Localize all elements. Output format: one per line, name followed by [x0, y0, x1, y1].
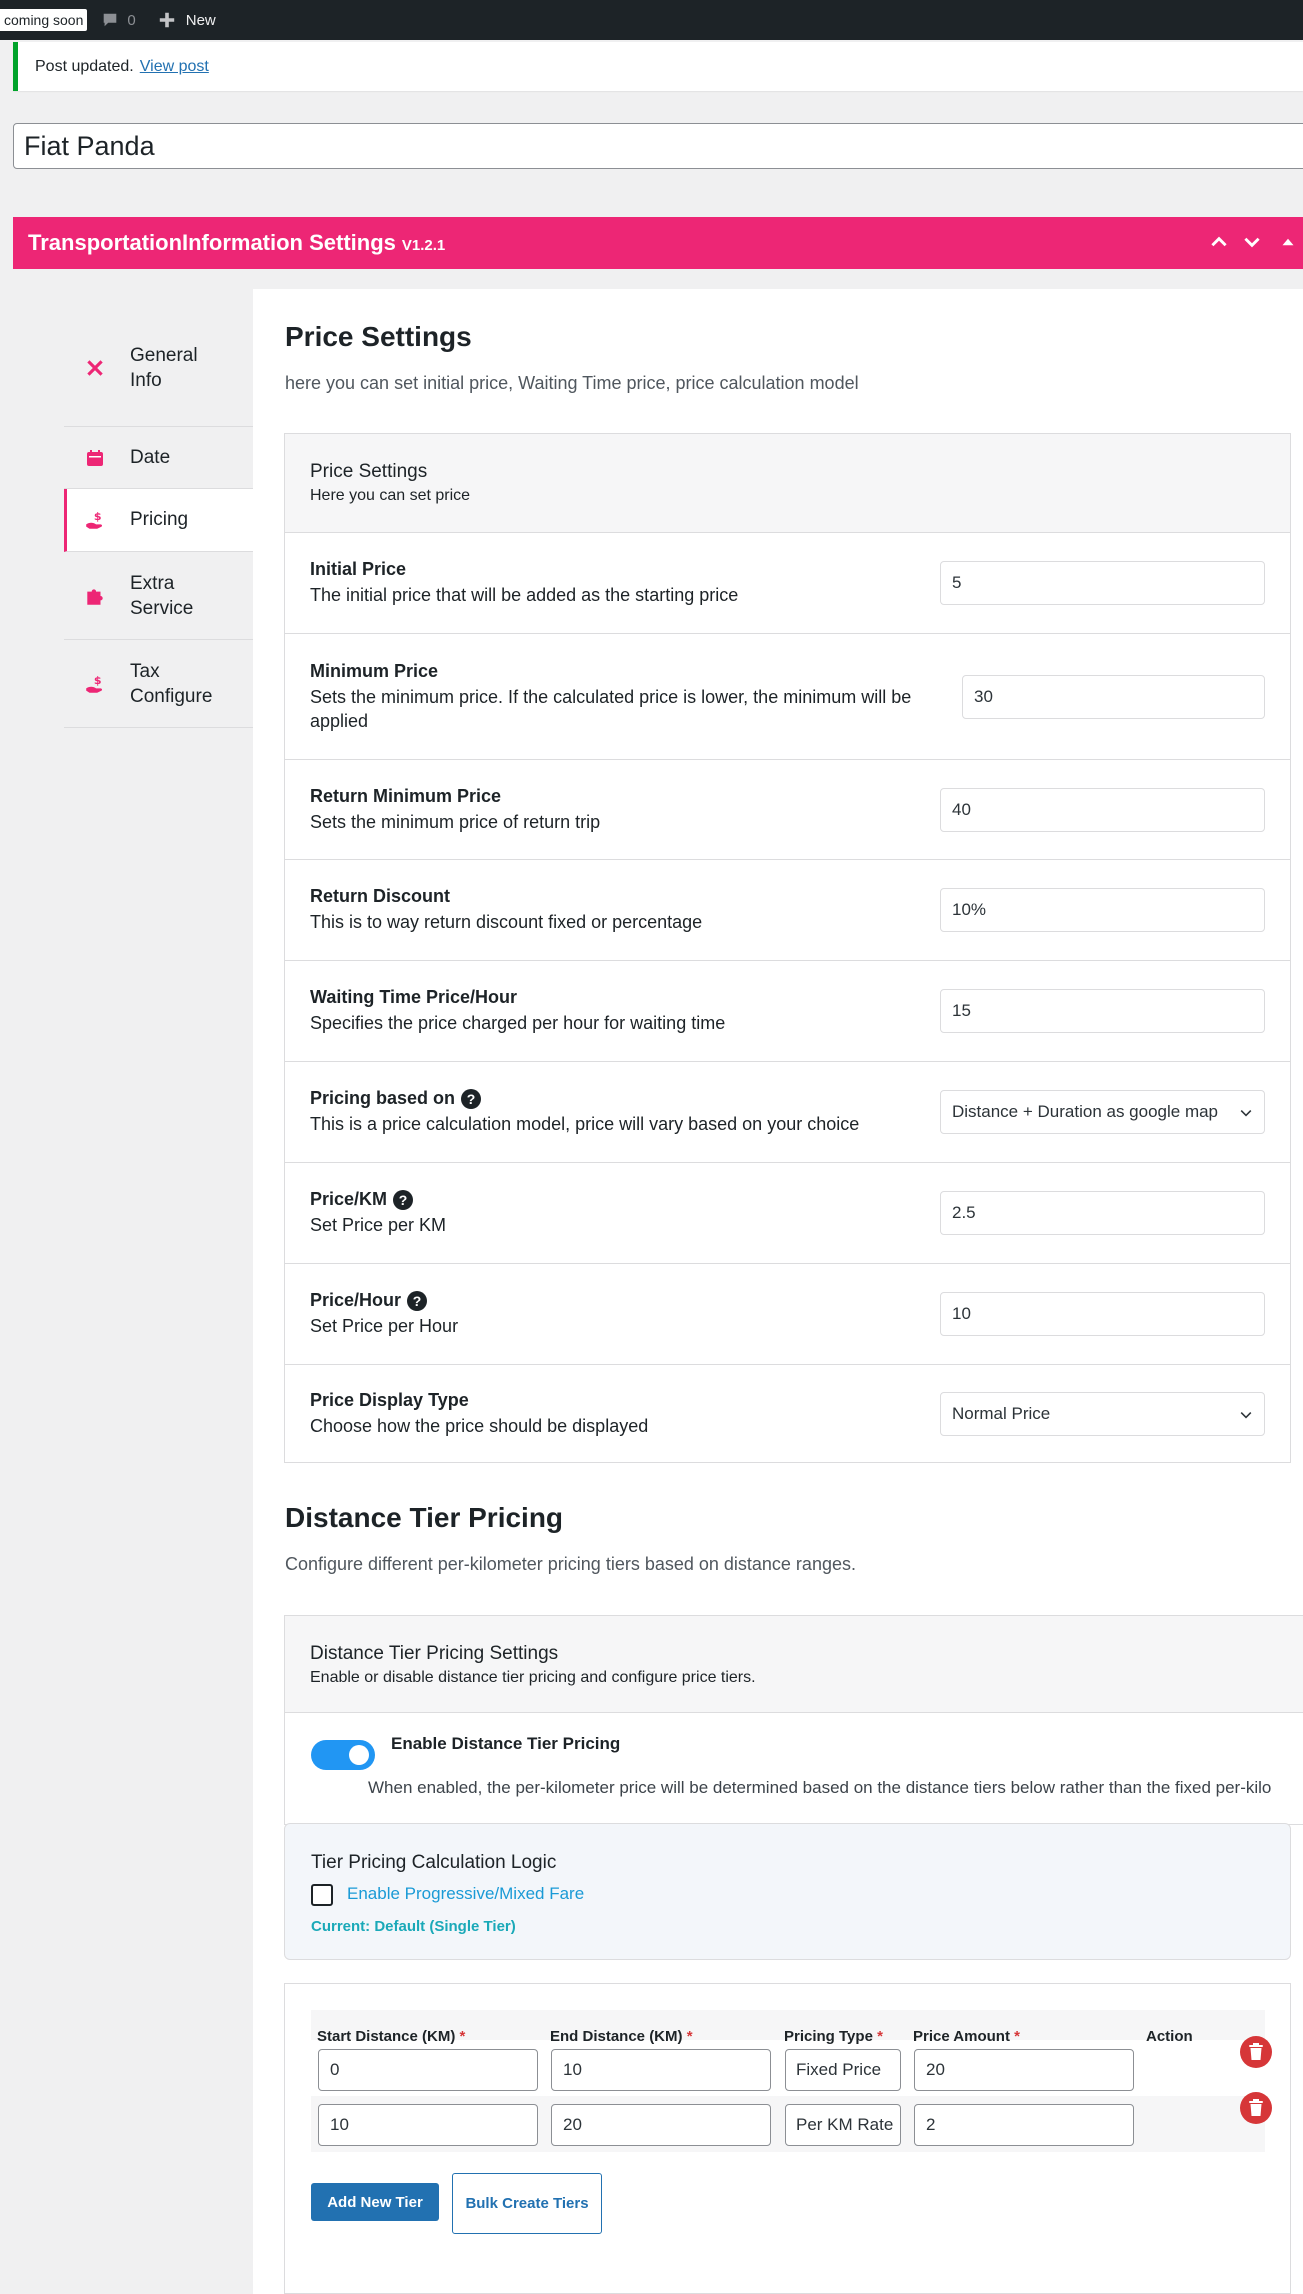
view-post-link[interactable]: View post: [139, 57, 209, 75]
svg-text:$: $: [93, 510, 102, 523]
sidebar-item-extra-service[interactable]: [64, 552, 253, 640]
tier-table-box: [284, 1983, 1291, 2294]
row-description: Choose how the price should be displayed: [310, 1416, 649, 1436]
metabox-version: V1.2.1: [401, 236, 446, 254]
pricing-based-on-row: [285, 1062, 1290, 1163]
help-icon[interactable]: ?: [407, 1291, 427, 1311]
row-label-text: Price/Hour: [310, 1290, 402, 1310]
selected-value: Distance + Duration as google map: [952, 1102, 1219, 1121]
distance-tier-heading: Distance Tier Pricing: [285, 1502, 564, 1533]
start-distance-input[interactable]: 10: [318, 2104, 538, 2146]
col-label: Price Amount: [913, 2028, 1010, 2045]
admin-bar: [0, 0, 1303, 40]
hand-dollar-icon: [82, 671, 108, 697]
logic-title: Tier Pricing Calculation Logic: [311, 1852, 557, 1873]
row-label: Price Display Type: [310, 1390, 469, 1410]
row-description: Set Price per Hour: [310, 1316, 459, 1336]
price-per-km-input[interactable]: 2.5: [940, 1191, 1265, 1235]
selected-value: Fixed Price: [796, 2060, 882, 2079]
row-description: The initial price that will be added as the starting price: [310, 585, 739, 605]
distance-tier-panel: [284, 1615, 1303, 1825]
distance-tier-panel-header: [285, 1616, 1303, 1713]
sidebar-item-label: Tax Configure: [130, 660, 213, 707]
col-pricing-type: Pricing Type *: [784, 2028, 883, 2045]
toggle-help-text: When enabled, the per-kilometer price will be determined based on the distance tiers below rather than the fixed per-kilo: [368, 1778, 1272, 1797]
row-label-text: Pricing based on: [310, 1088, 456, 1108]
puzzle-icon: [82, 583, 108, 609]
hand-dollar-icon: [82, 507, 108, 533]
col-price-amount: Price Amount *: [913, 2028, 1020, 2045]
panel-subtitle: Enable or disable distance tier pricing and configure price tiers.: [310, 1669, 756, 1686]
price-per-hour-input[interactable]: 10: [940, 1292, 1265, 1336]
row-label-text: Price/KM: [310, 1189, 388, 1209]
panel-subtitle: Here you can set price: [310, 487, 471, 504]
coming-soon-badge[interactable]: coming soon: [0, 9, 87, 31]
settings-menu: [64, 309, 253, 728]
waiting-time-price-input[interactable]: 15: [940, 989, 1265, 1033]
current-mode-text: Current: Default (Single Tier): [311, 1918, 516, 1935]
row-label: Waiting Time Price/Hour: [310, 987, 518, 1007]
price-per-hour-row: [285, 1264, 1290, 1365]
toggle-label: Enable Distance Tier Pricing: [391, 1734, 621, 1753]
delete-tier-button[interactable]: [1240, 2036, 1272, 2068]
row-description: Set Price per KM: [310, 1215, 447, 1235]
price-settings-description: here you can set initial price, Waiting Time price, price calculation model: [285, 373, 859, 393]
delete-tier-button[interactable]: [1240, 2092, 1272, 2124]
progressive-fare-label[interactable]: Enable Progressive/Mixed Fare: [347, 1884, 585, 1903]
row-description: Specifies the price charged per hour for waiting time: [310, 1013, 726, 1033]
selected-value: Per KM Rate: [796, 2115, 894, 2134]
row-description: Sets the minimum price of return trip: [310, 811, 601, 832]
row-label: [310, 1290, 458, 1311]
row-label: Initial Price: [310, 559, 407, 579]
price-amount-input[interactable]: 2: [914, 2104, 1134, 2146]
sidebar-item-general-info[interactable]: [64, 309, 253, 427]
move-down-icon[interactable]: [1241, 231, 1263, 253]
price-display-type-select[interactable]: [940, 1392, 1265, 1436]
sidebar-item-pricing[interactable]: [64, 489, 253, 552]
chevron-down-icon: [1238, 1105, 1254, 1121]
sidebar-item-date[interactable]: [64, 427, 253, 489]
initial-price-input[interactable]: 5: [940, 561, 1265, 605]
svg-text:$: $: [93, 673, 102, 687]
col-label: Start Distance (KM): [317, 2028, 456, 2045]
metabox-header: [13, 217, 1303, 269]
pricing-type-select[interactable]: [785, 2049, 901, 2091]
collapse-toggle-icon[interactable]: [1277, 231, 1299, 253]
sidebar-item-label: General Info: [130, 344, 198, 391]
calendar-icon: [82, 445, 108, 471]
sidebar-item-label: Extra Service: [130, 572, 194, 619]
move-up-icon[interactable]: [1208, 231, 1230, 253]
return-discount-input[interactable]: 10%: [940, 888, 1265, 932]
comment-icon: [101, 11, 119, 29]
col-start-distance: Start Distance (KM) *: [317, 2028, 466, 2045]
price-display-type-row: [285, 1365, 1290, 1463]
row-description: This is to way return discount fixed or percentage: [310, 912, 703, 932]
row-label: [310, 1189, 446, 1210]
sidebar-item-label: Pricing: [130, 509, 189, 530]
settings-sidebar: [33, 289, 253, 2294]
price-settings-panel: [284, 433, 1291, 1463]
progressive-fare-checkbox[interactable]: [311, 1884, 333, 1906]
row-label: [310, 1088, 859, 1109]
row-label: Return Discount: [310, 886, 451, 906]
price-settings-heading: Price Settings: [285, 321, 472, 352]
sidebar-item-label: Date: [130, 446, 171, 468]
end-distance-input[interactable]: 20: [551, 2104, 771, 2146]
metabox-title: TransportationInformation Settings: [28, 230, 396, 255]
start-distance-input[interactable]: 0: [318, 2049, 538, 2091]
sidebar-item-tax-configure[interactable]: [64, 640, 253, 728]
initial-price-row: [285, 533, 1290, 634]
col-label: End Distance (KM): [550, 2028, 683, 2045]
post-updated-notice: [13, 42, 1303, 91]
enable-tier-toggle[interactable]: [311, 1740, 375, 1770]
trash-icon: [1247, 2098, 1265, 2118]
toggle-knob: [349, 1745, 369, 1765]
return-minimum-price-row: [285, 760, 1290, 860]
minimum-price-input[interactable]: 30: [962, 675, 1265, 719]
col-label: Pricing Type: [784, 2028, 873, 2045]
notice-message: Post updated.: [35, 57, 134, 75]
price-amount-input[interactable]: 20: [914, 2049, 1134, 2091]
post-title-input[interactable]: Fiat Panda: [13, 123, 1303, 169]
bulk-create-tiers-button[interactable]: Bulk Create Tiers: [452, 2173, 602, 2234]
new-content-link[interactable]: [158, 11, 216, 29]
tier-logic-box: [284, 1823, 1291, 1960]
price-per-km-row: [285, 1163, 1290, 1264]
add-new-tier-button[interactable]: Add New Tier: [311, 2183, 439, 2221]
row-description: This is a price calculation model, price will vary based on your choice: [310, 1114, 860, 1134]
return-discount-row: [285, 860, 1290, 961]
comments-count: 0: [127, 11, 136, 29]
price-settings-panel-header: [285, 434, 1290, 533]
panel-title: Price Settings: [310, 461, 428, 482]
trash-icon: [1247, 2042, 1265, 2062]
help-icon[interactable]: ?: [393, 1190, 413, 1210]
new-label: New: [185, 11, 216, 29]
help-icon[interactable]: ?: [461, 1089, 481, 1109]
tools-icon: [82, 355, 108, 381]
row-description: Sets the minimum price. If the calculated price is lower, the minimum will be applied: [310, 686, 912, 731]
waiting-time-price-row: [285, 961, 1290, 1062]
col-action: Action: [1146, 2028, 1193, 2045]
return-minimum-price-input[interactable]: 40: [940, 788, 1265, 832]
row-label: Return Minimum Price: [310, 785, 502, 806]
col-end-distance: End Distance (KM) *: [550, 2028, 693, 2045]
distance-tier-description: Configure different per-kilometer pricing tiers based on distance ranges.: [285, 1554, 856, 1574]
minimum-price-row: [285, 634, 1290, 760]
comments-link[interactable]: [101, 11, 135, 29]
plus-icon: [158, 11, 176, 29]
pricing-based-on-select[interactable]: [940, 1090, 1265, 1134]
selected-value: Normal Price: [952, 1404, 1051, 1423]
panel-title: Distance Tier Pricing Settings: [310, 1643, 559, 1664]
chevron-down-icon: [1238, 1407, 1254, 1423]
end-distance-input[interactable]: 10: [551, 2049, 771, 2091]
pricing-type-select[interactable]: [785, 2104, 901, 2146]
row-label: Minimum Price: [310, 660, 439, 681]
